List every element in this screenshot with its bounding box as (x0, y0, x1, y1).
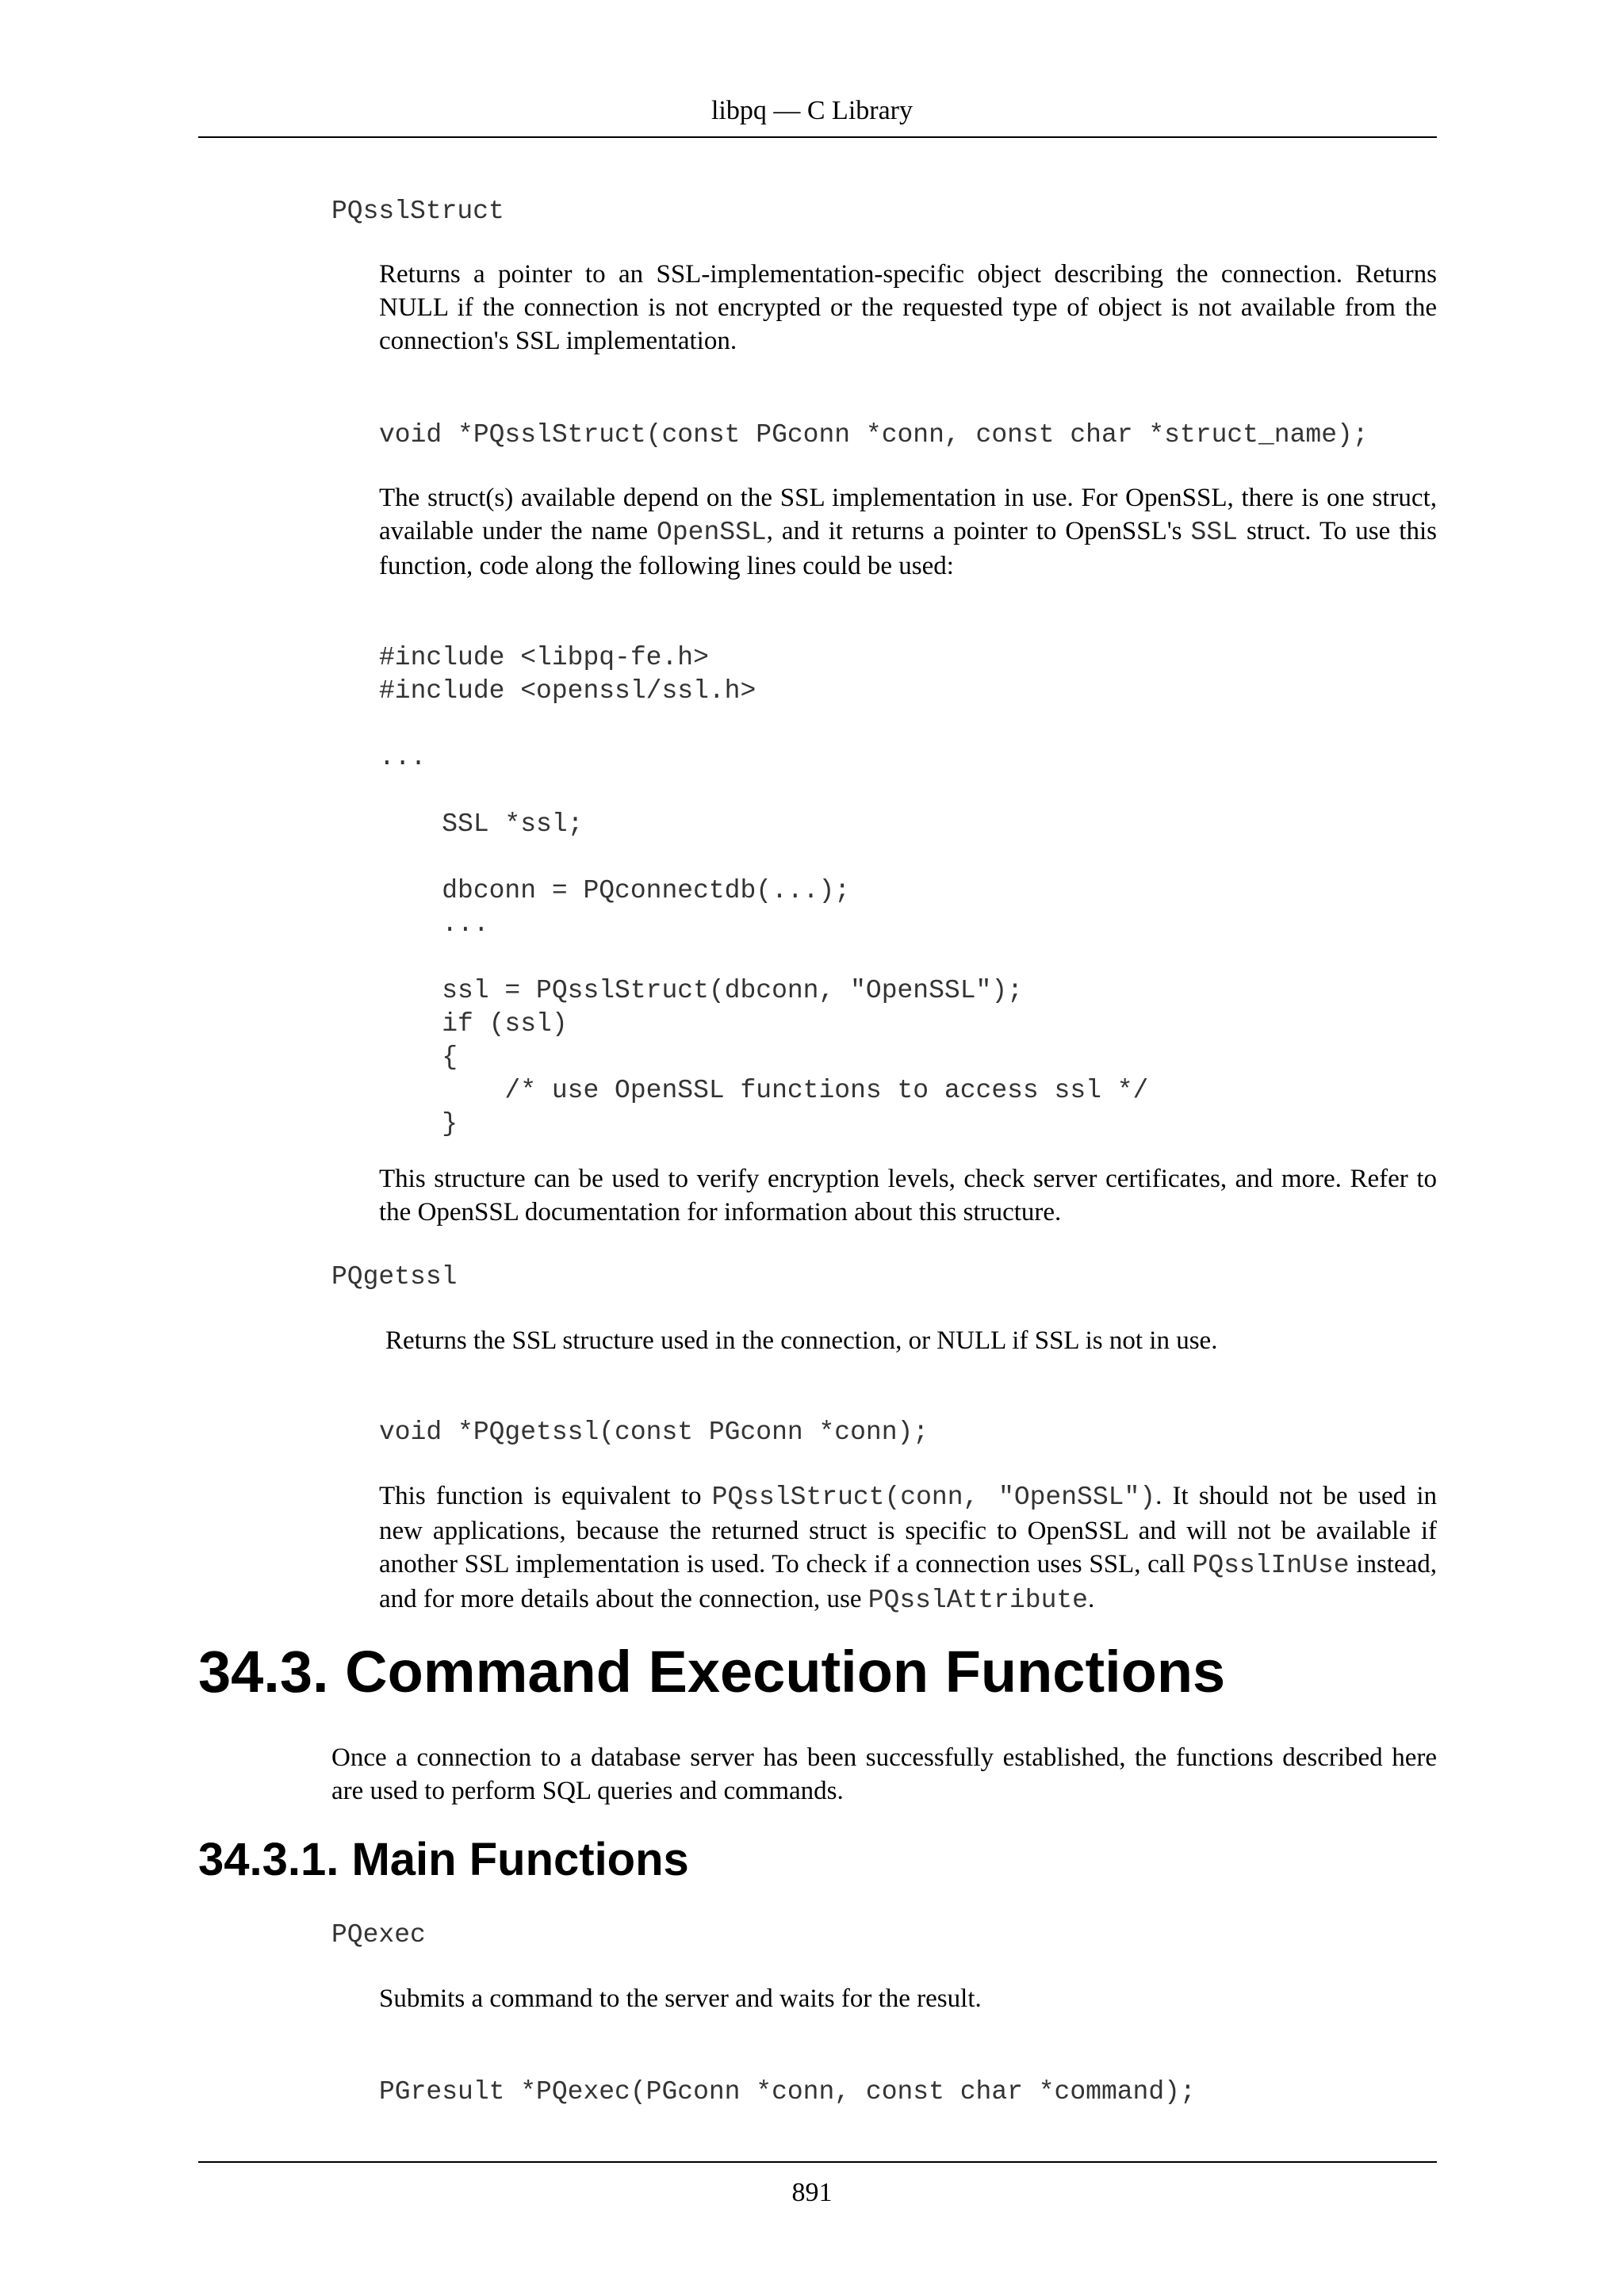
inline-code-openssl: OpenSSL (657, 518, 767, 547)
section-heading-34-3-1: 34.3.1. Main Functions (198, 1834, 689, 1885)
pqgetssl-description: Returns the SSL structure used in the connection, or NULL if SSL is not in use. (385, 1326, 1218, 1355)
pqsslstruct-usage-paragraph: This structure can be used to verify encryption levels, check server certificates, and more. Refer to the OpenSSL documentation for information about this structure. (379, 1165, 1437, 1226)
page-number: 891 (791, 2178, 833, 2207)
pqexec-synopsis: PGresult *PQexec(PGconn *conn, const char *command); (379, 2077, 1196, 2107)
pqsslstruct-synopsis: void *PQsslStruct(const PGconn *conn, const char *struct_name); (379, 420, 1369, 450)
inline-code-pqsslstruct-call: PQsslStruct(conn, "OpenSSL") (711, 1483, 1156, 1512)
text-run: . It should not be used in new applications, because the returned struct is specific to OpenSSL and will not be available if another SSL implementation is used. To check if a connection uses SSL, call (379, 1482, 1437, 1578)
footer-rule (198, 2161, 1437, 2163)
term-pqsslstruct: PQsslStruct (331, 197, 504, 226)
text-run: , and it returns a pointer to OpenSSL's (766, 517, 1191, 545)
pqexec-description: Submits a command to the server and waits for the result. (379, 1984, 982, 2013)
text-run: The struct(s) available depend on the SSL implementation in use. For OpenSSL, there is one struct, available under the name (379, 484, 1437, 545)
text-run: This function is equivalent to (379, 1482, 712, 1510)
running-header: libpq — C Library (710, 96, 914, 125)
section-heading-34-3: 34.3. Command Execution Functions (198, 1639, 1226, 1705)
pqsslstruct-description: Returns a pointer to an SSL-implementation-specific object describing the connection. Returns NULL if the connection is not encrypted or the requested type of object is not available from the connection's SSL implementation. (379, 260, 1437, 355)
header-rule (198, 136, 1437, 138)
text-run: struct. To use this function, code along the following lines could be used: (379, 517, 1437, 580)
inline-code-ssl: SSL (1190, 518, 1238, 547)
inline-code-pqsslinuse: PQsslInUse (1192, 1551, 1350, 1580)
term-pqexec: PQexec (331, 1920, 426, 1950)
inline-code-pqsslattribute: PQsslAttribute (868, 1586, 1088, 1615)
pqsslstruct-struct-paragraph (379, 481, 1437, 583)
pqgetssl-equivalence-paragraph (379, 1479, 1437, 1617)
pqsslstruct-example-code: #include <libpq-fe.h> #include <openssl/ssl.h> ... SSL *ssl; dbconn = PQconnectdb(...); ... ssl = PQsslStruct(dbconn, "OpenSSL"); if (ssl) { /* use OpenSSL functions to access ssl */ } (379, 643, 1149, 1138)
text-run: instead, and for more details about the connection, use (379, 1550, 1437, 1613)
text-run: . (1087, 1585, 1095, 1613)
command-exec-intro: Once a connection to a database server has been successfully established, the functions described here are used to perform SQL queries and commands. (331, 1743, 1437, 1805)
pqgetssl-synopsis: void *PQgetssl(const PGconn *conn); (379, 1418, 929, 1447)
term-pqgetssl: PQgetssl (331, 1262, 458, 1292)
